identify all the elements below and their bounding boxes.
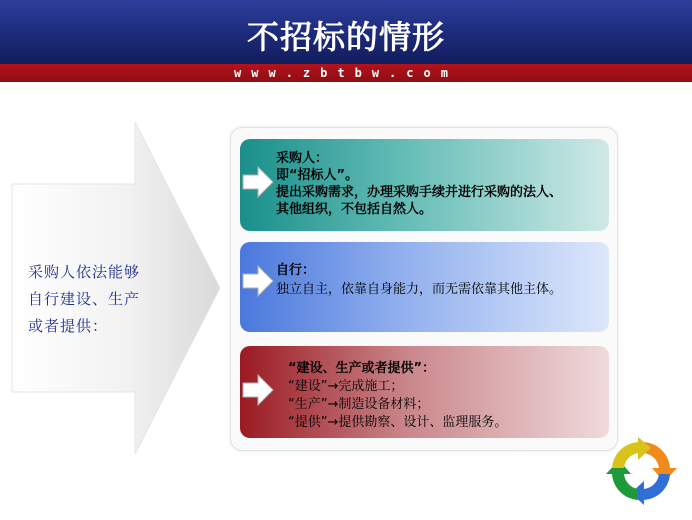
- box-line: 独立自主，依靠自身能力，而无需依靠其他主体。: [276, 282, 563, 297]
- definition-box-build: [240, 346, 609, 438]
- arrow-text: [28, 259, 178, 340]
- box-heading: “建设、生产或者提供”：: [288, 361, 436, 376]
- chevron-arrow-icon: [242, 264, 274, 298]
- box-line: “提供”→提供勘察、设计、监理服务。: [288, 415, 508, 430]
- definition-box-purchaser: [240, 139, 609, 231]
- box-text: [276, 150, 562, 218]
- box-line: “生产”→制造设备材料；: [288, 397, 430, 412]
- box-line: 其他组织，不包括自然人。: [276, 202, 433, 217]
- arrow-text-line: 或者提供：: [28, 317, 109, 335]
- box-line: 即“招标人”。: [276, 168, 359, 183]
- box-text: [288, 360, 507, 432]
- website-url: www.zbtbw.com: [234, 66, 458, 80]
- page-title: 不招标的情形: [246, 18, 445, 56]
- arrow-text-line: 自行建设、生产: [28, 290, 141, 308]
- chevron-arrow-icon: [242, 165, 274, 199]
- box-heading: 采购人：: [276, 151, 329, 166]
- definition-box-self: [240, 242, 609, 332]
- chevron-arrow-icon: [242, 373, 274, 407]
- box-line: 提出采购需求，办理采购手续并进行采购的法人、: [276, 185, 563, 200]
- box-line: “建设”→完成施工；: [288, 379, 404, 394]
- recycle-cycle-icon: [604, 436, 680, 506]
- box-text: [276, 261, 562, 299]
- box-heading: 自行：: [276, 263, 316, 278]
- arrow-text-line: 采购人依法能够: [28, 263, 141, 281]
